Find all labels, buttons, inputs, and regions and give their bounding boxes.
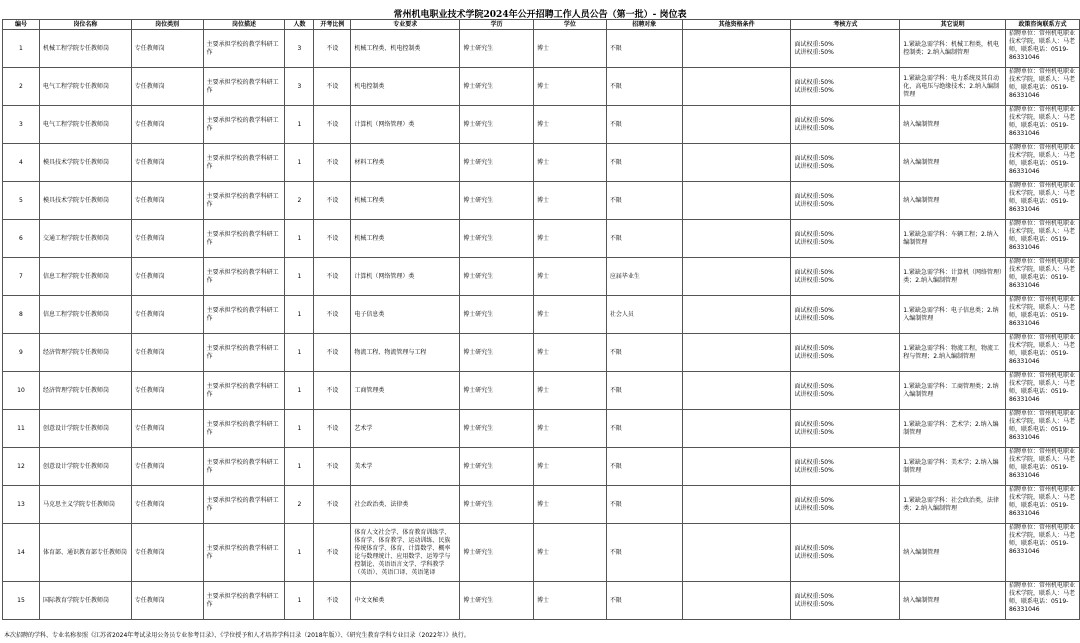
cell-contact: 招聘单位：常州机电职业技术学院，联系人：马老师，联系电话：0519-86331046 — [1005, 220, 1079, 258]
column-header: 政策咨询联系方式 — [1005, 20, 1079, 30]
cell-notes: 1.紧缺急需学科：电力系统及其自动化，高电压与绝缘技术；2.纳入编制管理 — [900, 68, 1006, 106]
cell-other-conditions — [682, 30, 791, 68]
cell-ratio: 不设 — [314, 182, 351, 220]
cell-contact: 招聘单位：常州机电职业技术学院，联系人：马老师，联系电话：0519-86331046 — [1005, 296, 1079, 334]
cell-count: 1 — [285, 372, 314, 410]
cell-degree: 博士 — [533, 106, 606, 144]
cell-number: 5 — [3, 182, 40, 220]
cell-count: 1 — [285, 144, 314, 182]
cell-contact: 招聘单位：常州机电职业技术学院，联系人：马老师，联系电话：0519-86331046 — [1005, 524, 1079, 582]
cell-contact: 招聘单位：常州机电职业技术学院，联系人：马老师，联系电话：0519-86331046 — [1005, 182, 1079, 220]
cell-ratio: 不设 — [314, 144, 351, 182]
cell-category: 专任教师岗 — [131, 524, 203, 582]
cell-exam-method: 面试权重:50% 试讲权重:50% — [791, 68, 900, 106]
cell-category: 专任教师岗 — [131, 296, 203, 334]
cell-other-conditions — [682, 372, 791, 410]
cell-exam-method: 面试权重:50% 试讲权重:50% — [791, 372, 900, 410]
cell-position-name: 马克思主义学院专任教师岗 — [39, 486, 131, 524]
table-row — [3, 106, 1080, 144]
cell-position-name: 信息工程学院专任教师岗 — [39, 296, 131, 334]
cell-contact: 招聘单位：常州机电职业技术学院，联系人：马老师，联系电话：0519-86331046 — [1005, 582, 1079, 620]
cell-ratio: 不设 — [314, 524, 351, 582]
column-header: 专业要求 — [351, 20, 460, 30]
cell-position-name: 电气工程学院专任教师岗 — [39, 106, 131, 144]
cell-description: 主要承担学校的教学科研工作 — [203, 144, 285, 182]
column-header: 学历 — [460, 20, 534, 30]
cell-exam-method: 面试权重:50% 试讲权重:50% — [791, 220, 900, 258]
column-header: 其他资格条件 — [682, 20, 791, 30]
cell-education: 博士研究生 — [460, 258, 534, 296]
cell-other-conditions — [682, 582, 791, 620]
cell-target: 不限 — [606, 372, 682, 410]
cell-category: 专任教师岗 — [131, 182, 203, 220]
cell-ratio: 不设 — [314, 582, 351, 620]
cell-major: 材料工程类 — [351, 144, 460, 182]
cell-education: 博士研究生 — [460, 524, 534, 582]
cell-other-conditions — [682, 296, 791, 334]
cell-notes: 1.紧缺急需学科：电子信息类；2.纳入编制管理 — [900, 296, 1006, 334]
cell-education: 博士研究生 — [460, 220, 534, 258]
cell-position-name: 信息工程学院专任教师岗 — [39, 258, 131, 296]
cell-major: 机械工程类、机电控制类 — [351, 30, 460, 68]
cell-ratio: 不设 — [314, 30, 351, 68]
cell-number: 8 — [3, 296, 40, 334]
cell-major: 体育人文社会学、体育教育训练学、体育学、体育教学、运动训练、民族传统体育学、体育、计算数学、概率论与数理统计、应用数学、运筹学与控制论、英语语言文学、学科教学（英语）、英语口译、英语笔译 — [351, 524, 460, 582]
cell-exam-method: 面试权重:50% 试讲权重:50% — [791, 334, 900, 372]
cell-notes: 1.紧缺急需学科：美术学；2.纳入编制管理 — [900, 448, 1006, 486]
column-header: 人数 — [285, 20, 314, 30]
cell-contact: 招聘单位：常州机电职业技术学院，联系人：马老师，联系电话：0519-86331046 — [1005, 68, 1079, 106]
cell-major: 工商管理类 — [351, 372, 460, 410]
cell-description: 主要承担学校的教学科研工作 — [203, 524, 285, 582]
cell-exam-method: 面试权重:50% 试讲权重:50% — [791, 296, 900, 334]
cell-category: 专任教师岗 — [131, 410, 203, 448]
cell-number: 6 — [3, 220, 40, 258]
cell-contact: 招聘单位：常州机电职业技术学院，联系人：马老师，联系电话：0519-86331046 — [1005, 372, 1079, 410]
cell-notes: 1.紧缺急需学科：艺术学；2.纳入编制管理 — [900, 410, 1006, 448]
column-header: 开考比例 — [314, 20, 351, 30]
cell-position-name: 经济管理学院专任教师岗 — [39, 334, 131, 372]
cell-target: 不限 — [606, 524, 682, 582]
cell-position-name: 电气工程学院专任教师岗 — [39, 68, 131, 106]
column-header: 岗位类别 — [131, 20, 203, 30]
cell-description: 主要承担学校的教学科研工作 — [203, 30, 285, 68]
cell-category: 专任教师岗 — [131, 582, 203, 620]
cell-category: 专任教师岗 — [131, 68, 203, 106]
cell-contact: 招聘单位：常州机电职业技术学院，联系人：马老师，联系电话：0519-86331046 — [1005, 448, 1079, 486]
cell-other-conditions — [682, 334, 791, 372]
cell-exam-method: 面试权重:50% 试讲权重:50% — [791, 106, 900, 144]
cell-notes: 纳入编制管理 — [900, 524, 1006, 582]
cell-notes: 纳入编制管理 — [900, 182, 1006, 220]
cell-number: 4 — [3, 144, 40, 182]
cell-major: 计算机（网络管理）类 — [351, 258, 460, 296]
cell-count: 3 — [285, 68, 314, 106]
cell-number: 11 — [3, 410, 40, 448]
cell-number: 1 — [3, 30, 40, 68]
cell-target: 不限 — [606, 68, 682, 106]
cell-description: 主要承担学校的教学科研工作 — [203, 410, 285, 448]
column-header: 考核方式 — [791, 20, 900, 30]
cell-target: 不限 — [606, 410, 682, 448]
cell-degree: 博士 — [533, 334, 606, 372]
cell-category: 专任教师岗 — [131, 258, 203, 296]
column-header: 其它说明 — [900, 20, 1006, 30]
cell-contact: 招聘单位：常州机电职业技术学院，联系人：马老师，联系电话：0519-86331046 — [1005, 106, 1079, 144]
cell-number: 2 — [3, 68, 40, 106]
cell-education: 博士研究生 — [460, 486, 534, 524]
cell-description: 主要承担学校的教学科研工作 — [203, 486, 285, 524]
cell-position-name: 机械工程学院专任教师岗 — [39, 30, 131, 68]
table-row — [3, 372, 1080, 410]
column-header: 岗位名称 — [39, 20, 131, 30]
cell-notes: 纳入编制管理 — [900, 106, 1006, 144]
cell-category: 专任教师岗 — [131, 334, 203, 372]
cell-education: 博士研究生 — [460, 30, 534, 68]
cell-position-name: 经济管理学院专任教师岗 — [39, 372, 131, 410]
cell-number: 9 — [3, 334, 40, 372]
cell-ratio: 不设 — [314, 68, 351, 106]
cell-exam-method: 面试权重:50% 试讲权重:50% — [791, 258, 900, 296]
cell-ratio: 不设 — [314, 448, 351, 486]
cell-other-conditions — [682, 144, 791, 182]
column-header: 岗位描述 — [203, 20, 285, 30]
cell-major: 机械工程类 — [351, 220, 460, 258]
cell-education: 博士研究生 — [460, 182, 534, 220]
cell-position-name: 模具技术学院专任教师岗 — [39, 182, 131, 220]
cell-count: 1 — [285, 296, 314, 334]
cell-description: 主要承担学校的教学科研工作 — [203, 258, 285, 296]
cell-category: 专任教师岗 — [131, 144, 203, 182]
cell-degree: 博士 — [533, 410, 606, 448]
cell-count: 1 — [285, 582, 314, 620]
cell-target: 不限 — [606, 582, 682, 620]
cell-number: 13 — [3, 486, 40, 524]
cell-count: 1 — [285, 410, 314, 448]
cell-notes: 纳入编制管理 — [900, 144, 1006, 182]
cell-education: 博士研究生 — [460, 334, 534, 372]
cell-ratio: 不设 — [314, 486, 351, 524]
cell-other-conditions — [682, 410, 791, 448]
cell-exam-method: 面试权重:50% 试讲权重:50% — [791, 448, 900, 486]
cell-exam-method: 面试权重:50% 试讲权重:50% — [791, 524, 900, 582]
cell-education: 博士研究生 — [460, 410, 534, 448]
cell-target: 不限 — [606, 182, 682, 220]
cell-degree: 博士 — [533, 524, 606, 582]
cell-education: 博士研究生 — [460, 372, 534, 410]
cell-notes: 1.紧缺急需学科：社会政治类，法律类；2.纳入编制管理 — [900, 486, 1006, 524]
cell-exam-method: 面试权重:50% 试讲权重:50% — [791, 410, 900, 448]
table-row — [3, 410, 1080, 448]
cell-number: 10 — [3, 372, 40, 410]
cell-other-conditions — [682, 106, 791, 144]
cell-count: 1 — [285, 220, 314, 258]
cell-description: 主要承担学校的教学科研工作 — [203, 448, 285, 486]
cell-description: 主要承担学校的教学科研工作 — [203, 220, 285, 258]
table-row — [3, 182, 1080, 220]
cell-degree: 博士 — [533, 182, 606, 220]
cell-ratio: 不设 — [314, 410, 351, 448]
cell-number: 7 — [3, 258, 40, 296]
cell-other-conditions — [682, 448, 791, 486]
table-row — [3, 486, 1080, 524]
cell-category: 专任教师岗 — [131, 106, 203, 144]
cell-ratio: 不设 — [314, 106, 351, 144]
cell-ratio: 不设 — [314, 372, 351, 410]
cell-ratio: 不设 — [314, 220, 351, 258]
cell-count: 1 — [285, 448, 314, 486]
cell-major: 物流工程、物流管理与工程 — [351, 334, 460, 372]
cell-count: 3 — [285, 30, 314, 68]
cell-number: 15 — [3, 582, 40, 620]
cell-target: 社会人员 — [606, 296, 682, 334]
cell-contact: 招聘单位：常州机电职业技术学院，联系人：马老师，联系电话：0519-86331046 — [1005, 258, 1079, 296]
column-header: 学位 — [533, 20, 606, 30]
cell-number: 3 — [3, 106, 40, 144]
cell-major: 机电控制类 — [351, 68, 460, 106]
cell-category: 专任教师岗 — [131, 448, 203, 486]
table-row — [3, 68, 1080, 106]
cell-description: 主要承担学校的教学科研工作 — [203, 582, 285, 620]
footnote: 本次招聘的学科、专业名称参照《江苏省2024年考试录用公务员专业参考目录》、《学位授予和人才培养学科目录（2018年版）》、《研究生教育学科专业目录（2022年）》执行。 — [4, 632, 470, 639]
cell-education: 博士研究生 — [460, 144, 534, 182]
cell-degree: 博士 — [533, 372, 606, 410]
cell-category: 专任教师岗 — [131, 220, 203, 258]
column-header: 编号 — [3, 20, 40, 30]
cell-degree: 博士 — [533, 448, 606, 486]
cell-notes: 1.紧缺急需学科：工商管理类；2.纳入编制管理 — [900, 372, 1006, 410]
cell-major: 电子信息类 — [351, 296, 460, 334]
cell-target: 不限 — [606, 144, 682, 182]
table-row — [3, 582, 1080, 620]
cell-position-name: 交通工程学院专任教师岗 — [39, 220, 131, 258]
cell-major: 计算机（网络管理）类 — [351, 106, 460, 144]
cell-description: 主要承担学校的教学科研工作 — [203, 106, 285, 144]
cell-education: 博士研究生 — [460, 296, 534, 334]
cell-other-conditions — [682, 258, 791, 296]
cell-exam-method: 面试权重:50% 试讲权重:50% — [791, 30, 900, 68]
cell-category: 专任教师岗 — [131, 30, 203, 68]
table-row — [3, 220, 1080, 258]
cell-position-name: 模具技术学院专任教师岗 — [39, 144, 131, 182]
cell-major: 社会政治类、法律类 — [351, 486, 460, 524]
column-header: 招聘对象 — [606, 20, 682, 30]
cell-target: 不限 — [606, 106, 682, 144]
cell-count: 1 — [285, 524, 314, 582]
cell-notes: 1.紧缺急需学科：计算机（网络管理）类；2.纳入编制管理 — [900, 258, 1006, 296]
cell-degree: 博士 — [533, 296, 606, 334]
cell-notes: 1.紧缺急需学科：物流工程，物流工程与管理；2.纳入编制管理 — [900, 334, 1006, 372]
cell-other-conditions — [682, 182, 791, 220]
cell-major: 艺术学 — [351, 410, 460, 448]
cell-category: 专任教师岗 — [131, 372, 203, 410]
cell-target: 不限 — [606, 448, 682, 486]
cell-count: 1 — [285, 258, 314, 296]
cell-degree: 博士 — [533, 486, 606, 524]
cell-degree: 博士 — [533, 258, 606, 296]
cell-major: 机械工程类 — [351, 182, 460, 220]
cell-position-name: 创意设计学院专任教师岗 — [39, 410, 131, 448]
cell-notes: 1.紧缺急需学科：机械工程类，机电控制类；2.纳入编制管理 — [900, 30, 1006, 68]
cell-other-conditions — [682, 220, 791, 258]
table-row — [3, 524, 1080, 582]
cell-degree: 博士 — [533, 220, 606, 258]
cell-category: 专任教师岗 — [131, 486, 203, 524]
cell-description: 主要承担学校的教学科研工作 — [203, 182, 285, 220]
cell-exam-method: 面试权重:50% 试讲权重:50% — [791, 144, 900, 182]
cell-position-name: 创意设计学院专任教师岗 — [39, 448, 131, 486]
cell-contact: 招聘单位：常州机电职业技术学院，联系人：马老师，联系电话：0519-86331046 — [1005, 486, 1079, 524]
cell-other-conditions — [682, 68, 791, 106]
cell-education: 博士研究生 — [460, 68, 534, 106]
cell-contact: 招聘单位：常州机电职业技术学院，联系人：马老师，联系电话：0519-86331046 — [1005, 410, 1079, 448]
cell-contact: 招聘单位：常州机电职业技术学院，联系人：马老师，联系电话：0519-86331046 — [1005, 30, 1079, 68]
cell-target: 应届毕业生 — [606, 258, 682, 296]
cell-target: 不限 — [606, 334, 682, 372]
cell-ratio: 不设 — [314, 258, 351, 296]
table-row — [3, 30, 1080, 68]
cell-position-name: 国际教育学院专任教师岗 — [39, 582, 131, 620]
cell-target: 不限 — [606, 486, 682, 524]
cell-count: 2 — [285, 182, 314, 220]
cell-count: 1 — [285, 106, 314, 144]
table-row — [3, 334, 1080, 372]
cell-target: 不限 — [606, 30, 682, 68]
cell-target: 不限 — [606, 220, 682, 258]
cell-degree: 博士 — [533, 68, 606, 106]
cell-number: 14 — [3, 524, 40, 582]
table-row — [3, 258, 1080, 296]
cell-ratio: 不设 — [314, 334, 351, 372]
table-header-row — [3, 20, 1080, 30]
cell-notes: 纳入编制管理 — [900, 582, 1006, 620]
cell-degree: 博士 — [533, 582, 606, 620]
cell-other-conditions — [682, 524, 791, 582]
table-row — [3, 144, 1080, 182]
cell-description: 主要承担学校的教学科研工作 — [203, 372, 285, 410]
cell-description: 主要承担学校的教学科研工作 — [203, 68, 285, 106]
cell-degree: 博士 — [533, 144, 606, 182]
cell-position-name: 体育部、通识教育部专任教师岗 — [39, 524, 131, 582]
cell-contact: 招聘单位：常州机电职业技术学院，联系人：马老师，联系电话：0519-86331046 — [1005, 334, 1079, 372]
position-table — [2, 19, 1080, 620]
cell-description: 主要承担学校的教学科研工作 — [203, 296, 285, 334]
cell-education: 博士研究生 — [460, 106, 534, 144]
cell-degree: 博士 — [533, 30, 606, 68]
cell-ratio: 不设 — [314, 296, 351, 334]
page-title: 常州机电职业技术学院2024年公开招聘工作人员公告（第一批）- 岗位表 — [393, 10, 687, 20]
cell-education: 博士研究生 — [460, 448, 534, 486]
cell-major: 美术学 — [351, 448, 460, 486]
cell-count: 1 — [285, 334, 314, 372]
cell-count: 2 — [285, 486, 314, 524]
cell-other-conditions — [682, 486, 791, 524]
cell-exam-method: 面试权重:50% 试讲权重:50% — [791, 486, 900, 524]
cell-description: 主要承担学校的教学科研工作 — [203, 334, 285, 372]
cell-notes: 1.紧缺急需学科：车辆工程；2.纳入编制管理 — [900, 220, 1006, 258]
cell-number: 12 — [3, 448, 40, 486]
cell-exam-method: 面试权重:50% 试讲权重:50% — [791, 182, 900, 220]
cell-education: 博士研究生 — [460, 582, 534, 620]
table-row — [3, 296, 1080, 334]
cell-exam-method: 面试权重:50% 试讲权重:50% — [791, 582, 900, 620]
cell-contact: 招聘单位：常州机电职业技术学院，联系人：马老师，联系电话：0519-86331046 — [1005, 144, 1079, 182]
cell-major: 中文文秘类 — [351, 582, 460, 620]
table-row — [3, 448, 1080, 486]
